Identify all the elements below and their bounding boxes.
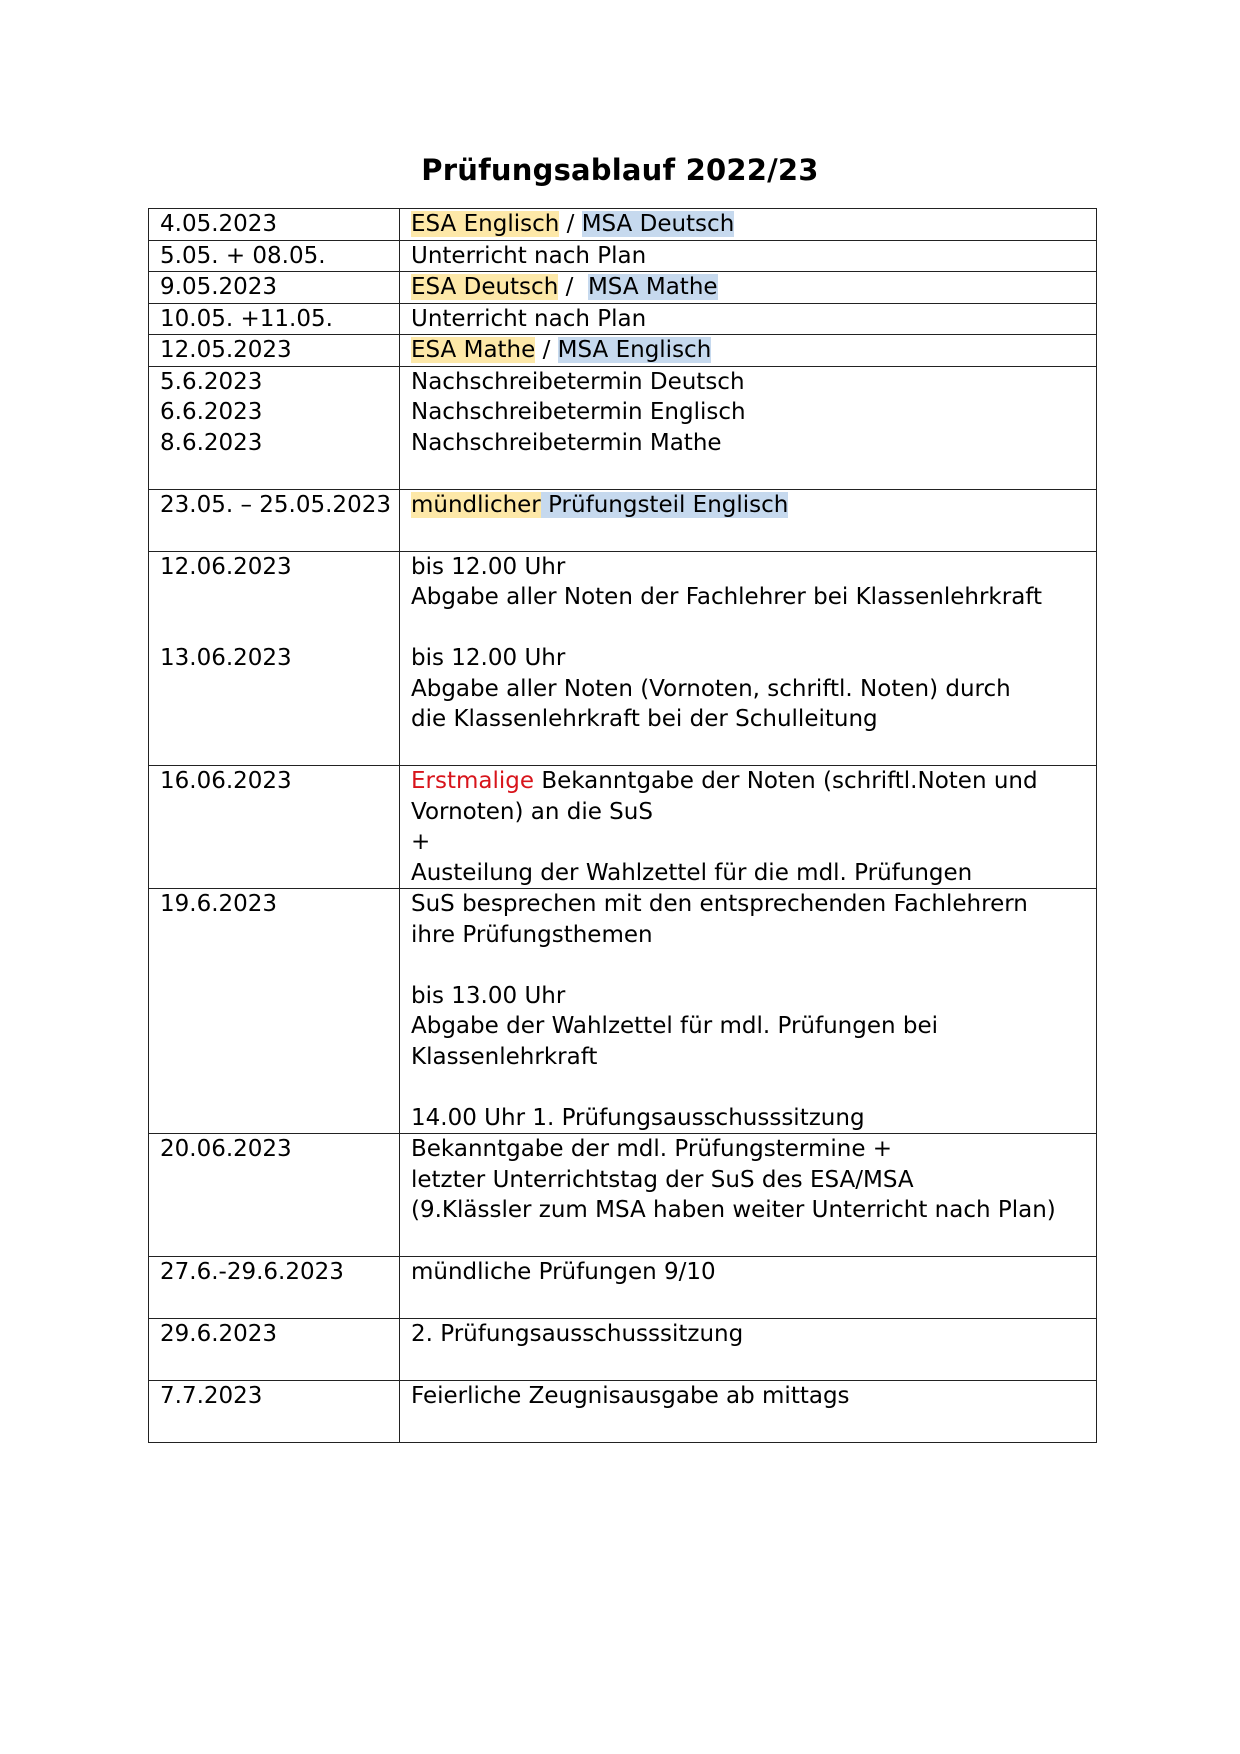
description-line: [411, 520, 1086, 551]
date-line: [160, 582, 389, 613]
table-row: [149, 889, 1097, 1134]
text-segment: Abgabe aller Noten der Fachlehrer bei Klassenlehrkraft: [411, 584, 1043, 610]
description-line: [411, 735, 1086, 766]
table-row: [149, 272, 1097, 304]
date-cell: [149, 272, 400, 304]
date-line: [160, 520, 389, 551]
description-line: [411, 889, 1086, 920]
date-line: [160, 1072, 389, 1103]
description-line: [411, 1134, 1086, 1165]
description-line: [411, 643, 1086, 674]
description-line: [411, 981, 1086, 1012]
text-segment: Bekanntgabe der Noten (schriftl.Noten und: [534, 768, 1038, 794]
date-line: 5.6.2023: [160, 368, 263, 395]
text-segment: Vornoten) an die SuS: [411, 798, 653, 825]
text-segment: die Klassenlehrkraft bei der Schulleitung: [411, 706, 878, 732]
esa-highlight: ESA Englisch: [411, 211, 560, 237]
text-segment: Bekanntgabe der mdl. Prüfungstermine +: [411, 1136, 893, 1162]
page-title: Prüfungsablauf 2022/23: [421, 153, 819, 187]
text-segment: Feierliche Zeugnisausgabe ab mittags: [411, 1383, 850, 1409]
description-cell: [400, 1257, 1097, 1319]
date-line: 6.6.2023: [160, 399, 263, 425]
description-line: [411, 1195, 1086, 1226]
schedule-table: [148, 208, 1097, 1443]
date-line: [160, 674, 389, 705]
date-line: [160, 981, 389, 1012]
date-cell: [149, 335, 400, 367]
date-line: 16.06.2023: [160, 768, 292, 794]
description-cell: [400, 889, 1097, 1134]
table-row: [149, 240, 1097, 272]
description-cell: [400, 1319, 1097, 1381]
description-cell: [400, 209, 1097, 241]
description-line: [411, 1042, 1086, 1073]
date-line: [160, 704, 389, 735]
description-line: [411, 458, 1086, 489]
description-line: [411, 704, 1086, 735]
date-cell: [149, 366, 400, 489]
text-segment: 14.00 Uhr 1. Prüfungsausschusssitzung: [411, 1104, 865, 1131]
description-cell: [400, 551, 1097, 766]
date-line: 20.06.2023: [160, 1136, 292, 1162]
msa-highlight: Prüfungsteil Englisch: [540, 491, 789, 518]
table-row: [149, 1319, 1097, 1381]
table-row: [149, 489, 1097, 551]
date-line: [160, 827, 389, 858]
description-line: [411, 552, 1086, 583]
text-segment: (9.Klässler zum MSA haben weiter Unterricht nach Plan): [411, 1197, 1056, 1223]
date-line: 29.6.2023: [160, 1321, 278, 1347]
description-line: [411, 335, 1086, 366]
description-line: [411, 209, 1086, 240]
description-line: [411, 827, 1086, 858]
date-line: 12.06.2023: [160, 553, 292, 580]
description-line: [411, 1226, 1086, 1257]
date-line: 4.05.2023: [160, 211, 278, 237]
text-segment: mündliche Prüfungen 9/10: [411, 1259, 716, 1285]
text-segment: +: [411, 829, 431, 855]
date-cell: [149, 889, 400, 1134]
description-line: [411, 1165, 1086, 1196]
esa-highlight: ESA Deutsch: [411, 274, 559, 300]
text-segment: letzter Unterrichtstag der SuS des ESA/MSA: [411, 1166, 914, 1193]
description-cell: [400, 489, 1097, 551]
table-row: [149, 766, 1097, 889]
text-segment: /: [559, 211, 582, 237]
description-line: [411, 920, 1086, 951]
table-row: [149, 335, 1097, 367]
description-cell: [400, 1134, 1097, 1257]
date-cell: [149, 1257, 400, 1319]
esa-highlight: mündlicher: [411, 491, 541, 518]
description-line: [411, 613, 1086, 644]
text-segment: Klassenlehrkraft: [411, 1043, 598, 1070]
description-line: [411, 1072, 1086, 1103]
date-line: 10.05. +11.05.: [160, 305, 333, 332]
date-line: 12.05.2023: [160, 337, 292, 363]
date-cell: [149, 551, 400, 766]
description-line: [411, 1257, 1086, 1288]
description-line: [411, 1011, 1086, 1042]
text-segment: Abgabe der Wahlzettel für mdl. Prüfungen bei: [411, 1013, 939, 1039]
date-line: 9.05.2023: [160, 274, 278, 300]
description-cell: [400, 335, 1097, 367]
description-cell: [400, 303, 1097, 335]
description-cell: [400, 1381, 1097, 1443]
text-segment: Austeilung der Wahlzettel für die mdl. Prüfungen: [411, 859, 973, 886]
description-line: [411, 858, 1086, 889]
msa-highlight: MSA Englisch: [557, 337, 712, 363]
date-line: 23.05. – 25.05.2023: [160, 491, 391, 518]
date-cell: [149, 303, 400, 335]
text-segment: bis 13.00 Uhr: [411, 982, 566, 1009]
date-line: [160, 950, 389, 981]
description-line: [411, 304, 1086, 335]
date-line: [160, 1165, 389, 1196]
table-row: [149, 1257, 1097, 1319]
description-line: [411, 1412, 1086, 1443]
red-emphasis: Erstmalige: [411, 768, 535, 794]
text-segment: Abgabe aller Noten (Vornoten, schriftl. Noten) durch: [411, 675, 1011, 702]
text-segment: bis 12.00 Uhr: [411, 553, 566, 580]
description-line: [411, 1103, 1086, 1134]
description-line: [411, 582, 1086, 613]
description-line: [411, 272, 1086, 303]
description-cell: [400, 366, 1097, 489]
date-line: [160, 1011, 389, 1042]
date-cell: [149, 240, 400, 272]
text-segment: Unterricht nach Plan: [411, 305, 647, 332]
date-cell: [149, 1319, 400, 1381]
date-line: [160, 613, 389, 644]
schedule-body: [149, 209, 1097, 1443]
date-cell: [149, 489, 400, 551]
date-line: 27.6.-29.6.2023: [160, 1259, 344, 1285]
description-line: [411, 367, 1086, 398]
date-line: 13.06.2023: [160, 645, 292, 671]
esa-highlight: ESA Mathe: [411, 337, 536, 363]
table-row: [149, 1134, 1097, 1257]
description-cell: [400, 272, 1097, 304]
msa-highlight: MSA Deutsch: [581, 211, 735, 237]
date-line: [160, 1412, 389, 1443]
text-segment: Unterricht nach Plan: [411, 242, 647, 269]
text-segment: /: [558, 274, 588, 300]
date-line: [160, 1195, 389, 1226]
date-line: 8.6.2023: [160, 429, 263, 456]
date-line: [160, 858, 389, 889]
date-line: [160, 920, 389, 951]
date-cell: [149, 209, 400, 241]
date-cell: [149, 1381, 400, 1443]
description-line: [411, 397, 1086, 428]
date-line: [160, 458, 389, 489]
table-row: [149, 209, 1097, 241]
date-line: [160, 797, 389, 828]
date-cell: [149, 1134, 400, 1257]
date-line: 7.7.2023: [160, 1383, 263, 1409]
table-row: [149, 366, 1097, 489]
date-line: 5.05. + 08.05.: [160, 242, 326, 269]
date-line: [160, 1103, 389, 1134]
text-segment: Nachschreibetermin Mathe: [411, 429, 722, 456]
description-line: [411, 1319, 1086, 1350]
table-row: [149, 1381, 1097, 1443]
text-segment: 2. Prüfungsausschusssitzung: [411, 1321, 744, 1347]
text-segment: bis 12.00 Uhr: [411, 645, 566, 671]
table-row: [149, 303, 1097, 335]
description-cell: [400, 240, 1097, 272]
description-cell: [400, 766, 1097, 889]
description-line: [411, 797, 1086, 828]
description-line: [411, 490, 1086, 521]
description-line: [411, 766, 1086, 797]
date-line: [160, 1288, 389, 1319]
text-segment: SuS besprechen mit den entsprechenden Fachlehrern: [411, 891, 1028, 917]
date-line: 19.6.2023: [160, 891, 278, 917]
date-line: [160, 1042, 389, 1073]
text-segment: ihre Prüfungsthemen: [411, 921, 653, 948]
description-line: [411, 674, 1086, 705]
date-line: [160, 1226, 389, 1257]
text-segment: /: [535, 337, 558, 363]
description-line: [411, 241, 1086, 272]
date-cell: [149, 766, 400, 889]
description-line: [411, 1350, 1086, 1381]
description-line: [411, 1288, 1086, 1319]
text-segment: Nachschreibetermin Englisch: [411, 399, 746, 425]
text-segment: Nachschreibetermin Deutsch: [411, 368, 745, 395]
date-line: [160, 1350, 389, 1381]
description-line: [411, 1381, 1086, 1412]
date-line: [160, 735, 389, 766]
table-row: [149, 551, 1097, 766]
description-line: [411, 428, 1086, 459]
msa-highlight: MSA Mathe: [587, 274, 718, 300]
description-line: [411, 950, 1086, 981]
